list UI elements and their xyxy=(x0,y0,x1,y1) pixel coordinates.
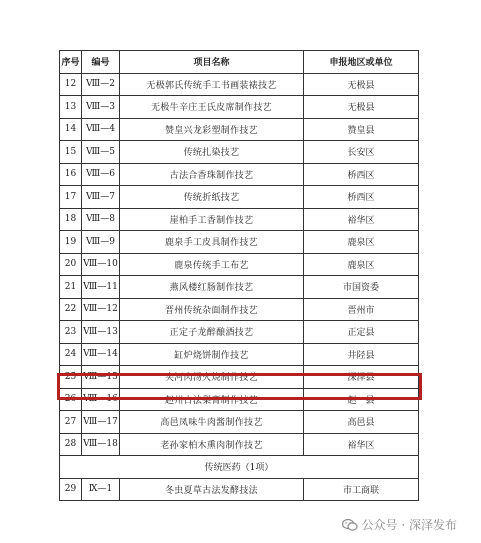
row-region: 桥西区 xyxy=(304,163,419,186)
row-no: 13 xyxy=(60,96,82,119)
row-project-name: 夹河肉汤火烧制作技艺 xyxy=(120,366,304,389)
row-region: 市工商联 xyxy=(304,478,419,501)
watermark xyxy=(342,516,457,533)
wechat-icon xyxy=(342,518,358,532)
table-row xyxy=(60,388,419,411)
header-no: 序号 xyxy=(60,51,82,74)
section-row xyxy=(60,456,419,479)
row-region: 裕华区 xyxy=(304,208,419,231)
row-region: 井陉县 xyxy=(304,343,419,366)
row-no: 17 xyxy=(60,186,82,209)
row-region: 无极县 xyxy=(304,96,419,119)
row-project-name: 无极郭氏传统手工书画装裱技艺 xyxy=(120,73,304,96)
table-row xyxy=(60,411,419,434)
row-project-name: 晋州传统杂面制作技艺 xyxy=(120,298,304,321)
row-region: 正定县 xyxy=(304,321,419,344)
table-row xyxy=(60,366,419,389)
row-no: 23 xyxy=(60,321,82,344)
row-project-name: 古法合香珠制作技艺 xyxy=(120,163,304,186)
row-code: Ⅷ—6 xyxy=(82,163,120,186)
row-no: 27 xyxy=(60,411,82,434)
row-region: 裕华区 xyxy=(304,433,419,456)
table-row xyxy=(60,73,419,96)
table-header-row xyxy=(60,51,419,74)
row-project-name: 传统折纸技艺 xyxy=(120,186,304,209)
row-code: Ⅷ—18 xyxy=(82,433,120,456)
header-code: 编号 xyxy=(82,51,120,74)
row-project-name: 燕风楼红肠制作技艺 xyxy=(120,276,304,299)
row-project-name: 崖柏手工香制作技艺 xyxy=(120,208,304,231)
table-row xyxy=(60,163,419,186)
row-region: 赵 县 xyxy=(304,388,419,411)
row-project-name: 赵州古法梨膏制作技艺 xyxy=(120,388,304,411)
row-code: Ⅷ—14 xyxy=(82,343,120,366)
row-region: 赞皇县 xyxy=(304,118,419,141)
row-no: 14 xyxy=(60,118,82,141)
row-code: Ⅷ—12 xyxy=(82,298,120,321)
row-code: Ⅷ—2 xyxy=(82,73,120,96)
table-row xyxy=(60,208,419,231)
header-project-name: 项目名称 xyxy=(120,51,304,74)
table-row xyxy=(60,321,419,344)
header-region: 申报地区或单位 xyxy=(304,51,419,74)
row-no: 24 xyxy=(60,343,82,366)
row-code: Ⅷ—11 xyxy=(82,276,120,299)
section-title: 传统医药（1项） xyxy=(60,456,419,479)
row-code: Ⅷ—15 xyxy=(82,366,120,389)
row-no: 16 xyxy=(60,163,82,186)
row-region: 鹿泉区 xyxy=(304,253,419,276)
table-row xyxy=(60,231,419,254)
row-project-name: 正定子龙醉酿酒技艺 xyxy=(120,321,304,344)
row-no: 20 xyxy=(60,253,82,276)
table-row xyxy=(60,433,419,456)
row-no: 12 xyxy=(60,73,82,96)
row-project-name: 冬虫夏草古法发酵技法 xyxy=(120,478,304,501)
row-code: Ⅷ—8 xyxy=(82,208,120,231)
row-code: Ⅷ—13 xyxy=(82,321,120,344)
table-row xyxy=(60,96,419,119)
row-project-name: 赞皇兴龙彩塑制作技艺 xyxy=(120,118,304,141)
row-code: Ⅷ—17 xyxy=(82,411,120,434)
row-project-name: 高邑凤味牛肉酱制作技艺 xyxy=(120,411,304,434)
row-no: 26 xyxy=(60,388,82,411)
row-region: 长安区 xyxy=(304,141,419,164)
table-row xyxy=(60,118,419,141)
row-project-name: 老孙家柏木熏肉制作技艺 xyxy=(120,433,304,456)
heritage-table xyxy=(59,50,419,501)
table-row xyxy=(60,141,419,164)
row-region: 市国资委 xyxy=(304,276,419,299)
table-row xyxy=(60,478,419,501)
row-code: Ⅷ—9 xyxy=(82,231,120,254)
row-project-name: 鹿泉传统手工布艺 xyxy=(120,253,304,276)
row-no: 15 xyxy=(60,141,82,164)
table-row xyxy=(60,253,419,276)
row-no: 21 xyxy=(60,276,82,299)
row-no: 18 xyxy=(60,208,82,231)
row-no: 25 xyxy=(60,366,82,389)
row-project-name: 无极牛辛庄王氏皮席制作技艺 xyxy=(120,96,304,119)
table-row xyxy=(60,298,419,321)
row-region: 无极县 xyxy=(304,73,419,96)
row-no: 28 xyxy=(60,433,82,456)
row-no: 19 xyxy=(60,231,82,254)
table-row xyxy=(60,276,419,299)
row-region: 高邑县 xyxy=(304,411,419,434)
row-code: Ⅷ—16 xyxy=(82,388,120,411)
row-code: Ⅷ—5 xyxy=(82,141,120,164)
row-no: 22 xyxy=(60,298,82,321)
row-region: 桥西区 xyxy=(304,186,419,209)
row-code: Ⅷ—10 xyxy=(82,253,120,276)
row-project-name: 缸炉烧饼制作技艺 xyxy=(120,343,304,366)
row-code: Ⅸ—1 xyxy=(82,478,120,501)
row-project-name: 鹿泉手工皮具制作技艺 xyxy=(120,231,304,254)
table-row xyxy=(60,343,419,366)
row-code: Ⅷ—4 xyxy=(82,118,120,141)
row-no: 29 xyxy=(60,478,82,501)
row-region: 深泽县 xyxy=(304,366,419,389)
row-region: 鹿泉区 xyxy=(304,231,419,254)
table-row xyxy=(60,186,419,209)
row-region: 晋州市 xyxy=(304,298,419,321)
row-project-name: 传统扎染技艺 xyxy=(120,141,304,164)
row-code: Ⅷ—7 xyxy=(82,186,120,209)
row-code: Ⅷ—3 xyxy=(82,96,120,119)
watermark-text: 公众号 · 深泽发布 xyxy=(361,518,457,532)
